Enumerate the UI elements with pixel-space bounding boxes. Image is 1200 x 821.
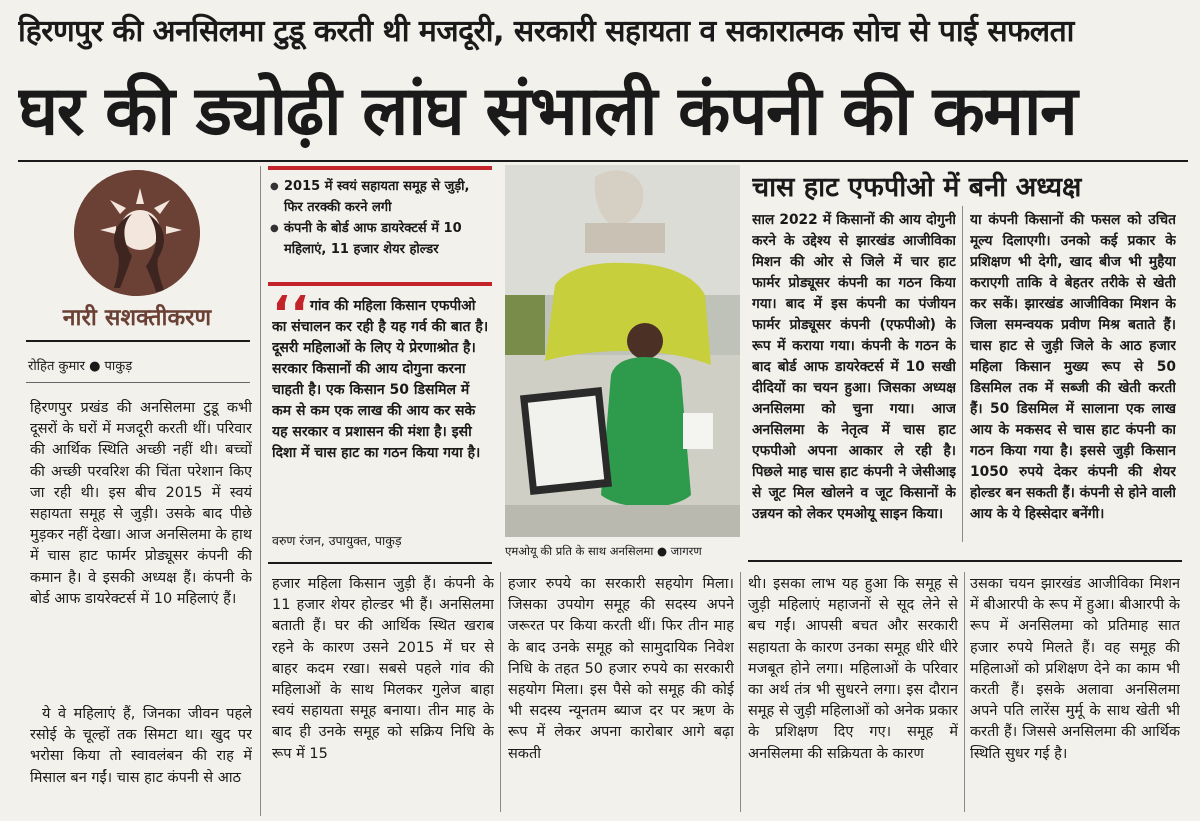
column-5-top	[970, 210, 1176, 544]
section-label: नारी सशक्तीकरण	[62, 305, 212, 331]
column-5-top-paragraph: या कंपनी किसानों की फसल को उचित मूल्य दिलाएगी। उनको कई प्रकार के प्रशिक्षण भी देगी, खाद बीज भी मुहैया कराएगी ताकि वे बेहतर तरीके से खेती कर सकें। झारखंड आजीविका मिशन के जिला समन्वयक प्रवीण मिश्र बताते हैं। चास हाट से जुड़ी जिले के आठ हजार महिला किसान मुख्य रूप से 50 डिसमिल तक में सब्जी की खेती करती हैं। 50 डिसमिल में सालाना एक लाख आय के मकसद से चास हाट कंपनी का गठन किया गया है। इससे जुड़ी किसान 1050 रुपये देकर कंपनी की शेयर होल्डर बन सकती हैं। कंपनी से होने वाली आय के ये हिस्सेदार बनेंगी।	[970, 212, 1176, 522]
column-1	[30, 398, 252, 684]
column-2	[272, 574, 494, 816]
column-2-paragraph: हजार महिला किसान जुड़ी हैं। कंपनी के 11 हजार शेयर होल्डर भी हैं। अनसिलमा बताती हैं। घर की आर्थिक स्थित खराब रहने के कारण उसने 2015 में घर से बाहर कदम रखा। सबसे पहले गांव की महिलाओं के साथ मिलकर गुलेज बाहा स्वयं सहायता समूह बनाया। तीन माह के बाद ही उनके समूह को सक्रिय निधि के रूप में 15	[272, 576, 494, 762]
quote-bottom-rule	[268, 562, 492, 564]
column-5-bottom	[970, 574, 1180, 816]
highlights-box	[270, 176, 490, 278]
column-divider	[740, 572, 741, 812]
quote-attribution: वरुण रंजन, उपायुक्त, पाकुड़	[272, 533, 402, 548]
column-1-continued	[30, 704, 252, 816]
column-3	[508, 574, 734, 816]
quote-mark-icon: ‘‘	[272, 286, 309, 342]
column-3-paragraph: हजार रुपये का सरकारी सहयोग मिला। जिसका उपयोग समूह की सदस्य अपने जरूरत पर किया करती थीं। फिर तीन माह के बाद उनके समूह को सामुदायिक निवेश निधि के तहत 50 हजार रुपये का सरकारी सहयोग मिला। इस पैसे को समूह की कोई भी सदस्य न्यूनतम ब्याज दर पर ऋण के रूप में लेकर अपना कारोबार आगे बढ़ा सकती	[508, 576, 734, 762]
column-4-top	[752, 210, 956, 544]
column-divider	[964, 572, 965, 812]
column-4-bottom	[748, 574, 958, 816]
column-5-bottom-paragraph: उसका चयन झारखंड आजीविका मिशन में बीआरपी के रूप में हुआ। बीआरपी के रूप में अनसिलमा को प्रतिमाह सात हजार रुपये मिलते हैं। वह समूह की महिलाओं को प्रशिक्षण देने का काम भी करती हैं। इसके अलावा अनसिलमा अपने पति लारेंस मुर्मू के साथ खेती भी करती हैं। जिससे अनसिलमा की आर्थिक स्थिति सुधर गई है।	[970, 576, 1180, 762]
article-headline: घर की ड्योढ़ी लांघ संभाली कंपनी की कमान	[18, 72, 1077, 151]
column-1-paragraph-2: ये वे महिलाएं हैं, जिनका जीवन पहले रसोई के चूल्हों तक सिमटा था। खुद पर भरोसा किया तो स्वावलंबन की राह में मिसाल बन गईं। चास हाट कंपनी से आठ	[30, 706, 252, 786]
column-4-bottom-paragraph: थी। इसका लाभ यह हुआ कि समूह से जुड़ी महिलाएं महाजनों से सूद लेने से बच गईं। आपसी बचत और सरकारी सहायता के कारण उनका समूह धीरे धीरे मजबूत होने लगा। महिलाओं के परिवार का अर्थ तंत्र भी सुधरने लगा। इस दौरान समूह से जुड़ी महिलाओं को अनेक प्रकार के प्रशिक्षण दिए गए। समूह में अनसिलमा की सक्रियता के कारण	[748, 576, 958, 762]
highlights-top-rule	[268, 166, 492, 170]
woman-sun-icon	[74, 170, 200, 296]
byline: रोहित कुमार ● पाकुड़	[28, 359, 133, 374]
highlight-item: ● 2015 में स्वयं सहायता समूह से जुड़ी, फिर तरक्की करने लगी	[270, 176, 490, 218]
byline-rule	[26, 382, 250, 383]
woman-with-certificate-photo	[505, 165, 740, 537]
column-divider	[260, 166, 261, 816]
highlight-item: ● कंपनी के बोर्ड आफ डायरेक्टर्स में 10 महिलाएं, 11 हजार शेयर होल्डर	[270, 218, 490, 260]
column-1-paragraph: हिरणपुर प्रखंड की अनसिलमा टुडू कभी दूसरों के घरों में मजदूरी करती थीं। परिवार की आर्थिक स्थिति अच्छी नहीं थी। बच्चों की अच्छी परवरिश की चिंता परेशान किए जा रही थी। इस बीच 2015 में स्वयं सहायता समूह से जुड़ी। उसके बाद पीछे मुड़कर नहीं देखा। आज अनसिलमा के हाथ में चास हाट फार्मर प्रोड्यूसर कंपनी की कमान है। वे इसकी अध्यक्ष हैं। कंपनी के बोर्ड आफ डायरेक्टर्स में 10 महिलाएं हैं।	[30, 400, 252, 607]
column-divider	[962, 206, 963, 542]
photo-caption: एमओयू की प्रति के साथ अनसिलमा ● जागरण	[505, 544, 702, 558]
quote-text: गांव की महिला किसान एफपीओ का संचालन कर रही है यह गर्व की बात है। दूसरी महिलाओं के लिए ये प्रेरणाश्रोत है। सरकार किसानों की आय दोगुना करना चाहती है। एक किसान 50 डिसमिल में कम से कम एक लाख की आय कर सके यह सरकार व प्रशासन की मंशा है। इसी दिशा में चास हाट का गठन किया गया है।	[272, 298, 489, 461]
subhead: चास हाट एफपीओ में बनी अध्यक्ष	[752, 172, 1082, 203]
column-divider	[500, 572, 501, 812]
column-4-top-paragraph: साल 2022 में किसानों की आय दोगुनी करने के उद्देश्य से झारखंड आजीविका मिशन की ओर से जिले में चार हाट फार्मर प्रोड्यूसर कंपनी का गठन किया गया। बाद में इस कंपनी का पंजीयन फार्मर प्रोड्यूसर कंपनी (एफपीओ) के रूप में कराया गया। कंपनी के गठन के बाद बोर्ड आफ डायरेक्टर्स में 10 सखी दीदियों का चयन हुआ। जिसका अध्यक्ष अनसिलमा को चुना गया। आज अनसिलमा के नेतृत्व में चास हाट एफपीओ अपना आकार ले रही है। पिछले माह चास हाट कंपनी ने जेसीआइ से जूट मिल खोलने व जूट किसानों के उन्नयन को लेकर एमओयू साइन किया।	[752, 212, 956, 522]
section-rule	[26, 340, 250, 342]
headline-rule	[18, 160, 1188, 162]
section-logo	[22, 170, 252, 342]
article-photo	[505, 165, 740, 537]
upper-right-bottom-rule	[748, 560, 1182, 562]
article-kicker: हिरणपुर की अनसिलमा टुडू करती थी मजदूरी, सरकारी सहायता व सकारात्मक सोच से पाई सफलता	[18, 14, 1074, 49]
